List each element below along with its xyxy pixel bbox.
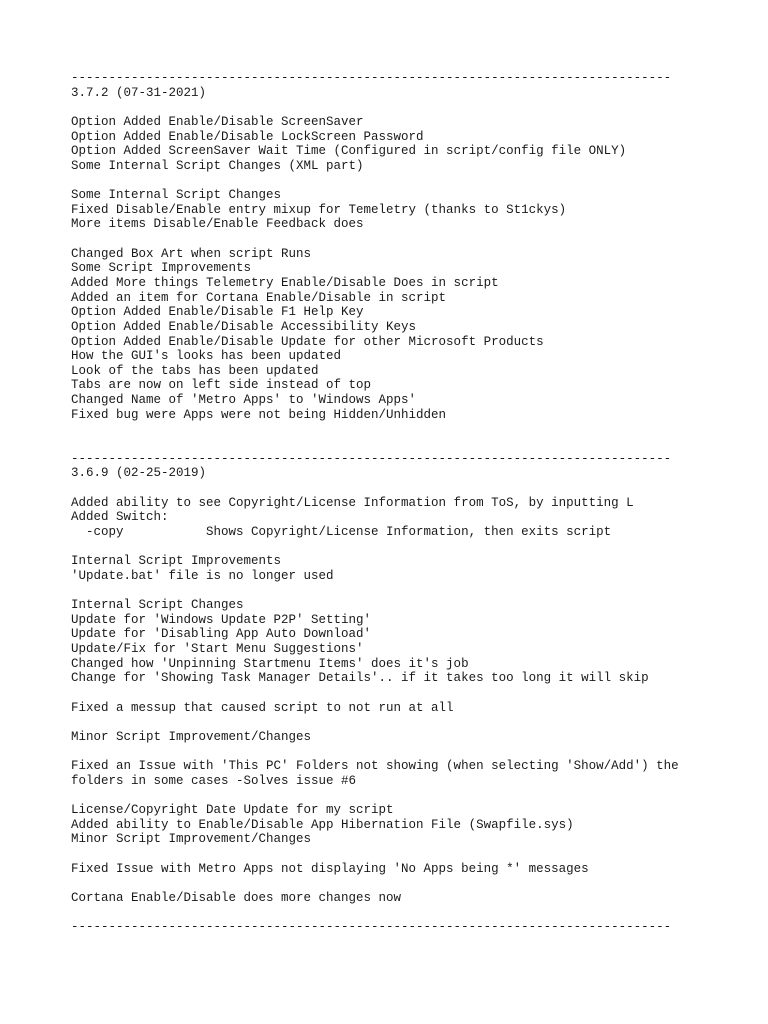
text-line: Update for 'Disabling App Auto Download'	[71, 627, 372, 642]
separator-line: --------------------------------------------------------------------------------	[71, 920, 672, 935]
text-line: Added ability to see Copyright/License Information from ToS, by inputting L	[71, 495, 634, 510]
blank-line	[71, 583, 711, 598]
text-line: Some Internal Script Changes (XML part)	[71, 158, 364, 173]
text-line: Fixed a messup that caused script to not run at all	[71, 700, 454, 715]
text-line: Fixed Issue with Metro Apps not displaying 'No Apps being *' messages	[71, 861, 589, 876]
text-line: Look of the tabs has been updated	[71, 363, 319, 378]
text-line: Option Added ScreenSaver Wait Time (Configured in script/config file ONLY)	[71, 144, 627, 159]
text-line: 'Update.bat' file is no longer used	[71, 568, 334, 583]
text-line: Option Added Enable/Disable ScreenSaver	[71, 114, 364, 129]
text-line: Changed Name of 'Metro Apps' to 'Windows Apps'	[71, 393, 417, 408]
text-line: How the GUI's looks has been updated	[71, 349, 342, 364]
text-line: Added ability to Enable/Disable App Hibernation File (Swapfile.sys)	[71, 817, 574, 832]
blank-line	[71, 876, 711, 891]
text-line: Some Script Improvements	[71, 261, 252, 276]
blank-line	[71, 788, 711, 803]
text-line: Update/Fix for 'Start Menu Suggestions'	[71, 641, 364, 656]
blank-line	[71, 686, 711, 701]
changelog-document	[71, 71, 711, 935]
text-line: Changed how 'Unpinning Startmenu Items' does it's job	[71, 656, 469, 671]
text-line: Minor Script Improvement/Changes	[71, 832, 312, 847]
text-line: Added Switch:	[71, 510, 169, 525]
blank-line	[71, 715, 711, 730]
blank-line	[71, 173, 711, 188]
text-line: Fixed Disable/Enable entry mixup for Temeletry (thanks to St1ckys)	[71, 202, 567, 217]
text-line: folders in some cases -Solves issue #6	[71, 773, 357, 788]
text-line: More items Disable/Enable Feedback does	[71, 217, 364, 232]
separator-line: --------------------------------------------------------------------------------	[71, 71, 672, 85]
blank-line	[71, 540, 711, 555]
blank-line	[71, 232, 711, 247]
blank-line	[71, 906, 711, 921]
text-line: Minor Script Improvement/Changes	[71, 729, 312, 744]
blank-line	[71, 481, 711, 496]
text-line: Fixed bug were Apps were not being Hidden/Unhidden	[71, 407, 447, 422]
text-line: Option Added Enable/Disable Update for other Microsoft Products	[71, 334, 544, 349]
text-line: Option Added Enable/Disable Accessibility Keys	[71, 319, 417, 334]
text-line: Tabs are now on left side instead of top	[71, 378, 372, 393]
text-line: License/Copyright Date Update for my script	[71, 803, 394, 818]
text-line: Internal Script Changes	[71, 598, 244, 613]
text-line: Fixed an Issue with 'This PC' Folders not showing (when selecting 'Show/Add') the	[71, 759, 679, 774]
version-heading: 3.6.9 (02-25-2019)	[71, 466, 207, 481]
blank-line	[71, 100, 711, 115]
text-line: Internal Script Improvements	[71, 554, 282, 569]
separator-line: --------------------------------------------------------------------------------	[71, 451, 672, 466]
blank-line	[71, 422, 711, 437]
text-line: -copy Shows Copyright/License Information, then exits script	[71, 524, 612, 539]
text-line: Added an item for Cortana Enable/Disable in script	[71, 290, 447, 305]
blank-line	[71, 437, 711, 452]
text-line: Update for 'Windows Update P2P' Setting'	[71, 612, 372, 627]
text-line: Some Internal Script Changes	[71, 188, 282, 203]
text-line: Option Added Enable/Disable LockScreen Password	[71, 129, 424, 144]
text-line: Option Added Enable/Disable F1 Help Key	[71, 305, 364, 320]
blank-line	[71, 847, 711, 862]
version-heading: 3.7.2 (07-31-2021)	[71, 85, 207, 100]
text-line: Changed Box Art when script Runs	[71, 246, 312, 261]
text-line: Change for 'Showing Task Manager Details'.. if it takes too long it will skip	[71, 671, 649, 686]
text-line: Added More things Telemetry Enable/Disable Does in script	[71, 275, 499, 290]
blank-line	[71, 744, 711, 759]
text-line: Cortana Enable/Disable does more changes now	[71, 890, 402, 905]
